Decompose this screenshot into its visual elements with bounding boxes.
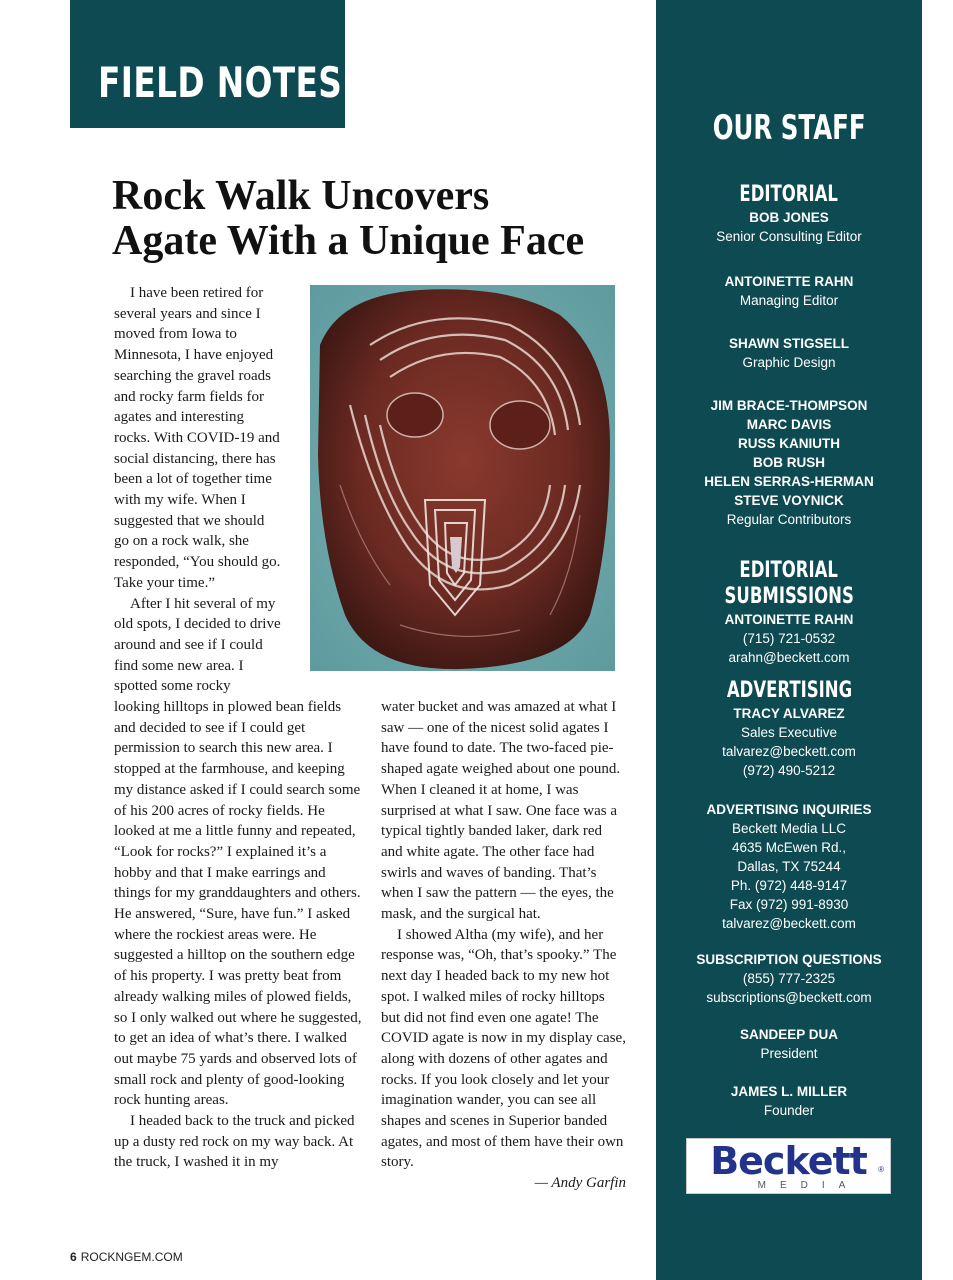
- article-byline: — Andy Garfin: [534, 1175, 626, 1192]
- staff-name: JIM BRACE-THOMPSON: [710, 398, 868, 413]
- headline-line-1: Rock Walk Uncovers: [112, 173, 490, 219]
- staff-name: ANTOINETTE RAHN: [724, 612, 854, 627]
- page-number: 6: [70, 1250, 77, 1264]
- paragraph: After I hit several of my old spots, I decided to drive around and see if I could find some new area. I spotted some rocky: [114, 595, 281, 695]
- section-heading: EDITORIAL: [739, 182, 839, 207]
- agate-photo: [310, 285, 615, 671]
- contact-fax: Fax (972) 991-8930: [729, 897, 849, 912]
- agate-image: [310, 285, 615, 671]
- company-name: Beckett Media LLC: [731, 821, 847, 836]
- ad-inquiries-section: [656, 800, 922, 933]
- staff-entry: [656, 1082, 922, 1120]
- headline-line-2: Agate With a Unique Face: [112, 218, 585, 264]
- contact-phone: (972) 490-5212: [742, 763, 836, 778]
- logo-wordmark: Beckett: [710, 1139, 867, 1183]
- staff-role: Regular Contributors: [726, 512, 852, 527]
- staff-name: RUSS KANIUTH: [737, 436, 840, 451]
- registered-mark: ®: [878, 1165, 884, 1174]
- submissions-section: [656, 558, 922, 667]
- staff-name: SHAWN STIGSELL: [728, 336, 849, 351]
- section-banner: [70, 0, 345, 128]
- staff-entry: [656, 396, 922, 529]
- staff-name: SANDEEP DUA: [739, 1027, 839, 1042]
- staff-role: Senior Consulting Editor: [716, 229, 862, 244]
- staff-entry: [656, 1025, 922, 1063]
- section-heading: ADVERTISING: [726, 678, 852, 703]
- sidebar-title: OUR STAFF: [712, 108, 866, 148]
- section-heading: EDITORIAL: [739, 558, 839, 583]
- contact-email[interactable]: arahn@beckett.com: [728, 650, 850, 665]
- page-footer: [70, 1250, 183, 1264]
- staff-name: BOB RUSH: [752, 455, 825, 470]
- staff-entry: [656, 334, 922, 372]
- contact-phone: (715) 721-0532: [742, 631, 836, 646]
- staff-name: STEVE VOYNICK: [734, 493, 844, 508]
- staff-role: Managing Editor: [739, 293, 839, 308]
- section-label: FIELD NOTES: [98, 58, 343, 107]
- site-name: ROCKNGEM.COM: [80, 1250, 183, 1264]
- address-line: Dallas, TX 75244: [737, 859, 841, 874]
- paragraph: water bucket and was amazed at what I saw — one of the nicest solid agates I have found to date. The two-faced pie-shaped agate weighed about one pound. When I cleaned it at home, I was surprised at what I saw. One face was a typical tightly banded laker, dark red and white agate. The other face had swirls and waves of banding. That’s when I saw the pattern — the eyes, the mask, and the surgical hat.: [381, 699, 621, 923]
- section-subheading: ADVERTISING INQUIRIES: [706, 802, 872, 817]
- article-column-a: [114, 283, 282, 697]
- beckett-media-logo: [686, 1138, 891, 1194]
- paragraph: looking hilltops in plowed bean fields and decided to see if I could get permission to search this new area. I stopped at the farmhouse, and keeping my distance asked if I could search some of his 200 acres of rocky fields. He looked at me a little funny and repeated, “Look for rocks?” I explained it’s a hobby and that I make earrings and things for my granddaughters and others. He answered, “Sure, have fun.” I asked where the rockiest areas were. He suggested a hilltop on the southern edge of his property. I was pretty beat from already walking miles of plowed fields, so I only walked out where he suggested, to get an idea of what’s there. I walked out maybe 75 yards and observed lots of small rock and plenty of good-looking rock hunting areas.: [114, 699, 362, 1109]
- staff-role: Graphic Design: [742, 355, 836, 370]
- staff-role: President: [760, 1046, 818, 1061]
- paragraph: I have been retired for several years and since I moved from Iowa to Minnesota, I have enjoyed searching the gravel roads and rocky farm fields for agates and interesting rocks. With COVID-19 and social distancing, there has been a lot of together time with my wife. When I suggested that we should go on a rock walk, she responded, “You should go. Take your time.”: [114, 285, 281, 591]
- paragraph: I showed Altha (my wife), and her response was, “Oh, that’s spooky.” The next day I headed back to my new hot spot. I walked miles of rocky hilltops but did not find even one agate! The COVID agate is now in my display case, along with dozens of other agates and rocks. If you look closely and let your imagination wander, you can see all shapes and scenes in Superior banded agates, and most of them have their own story.: [381, 926, 626, 1171]
- staff-entry: [656, 272, 922, 310]
- contact-email[interactable]: talvarez@beckett.com: [722, 744, 856, 759]
- staff-name: ANTOINETTE RAHN: [724, 274, 854, 289]
- paragraph: I headed back to the truck and picked up a dusty red rock on my way back. At the truck, I washed it in my: [114, 1113, 355, 1171]
- editorial-section: [656, 182, 922, 246]
- subscriptions-section: [656, 950, 922, 1007]
- staff-role: Founder: [763, 1103, 815, 1118]
- address-line: 4635 McEwen Rd.,: [731, 840, 847, 855]
- section-heading: SUBMISSIONS: [724, 584, 854, 609]
- section-subheading: SUBSCRIPTION QUESTIONS: [696, 952, 882, 967]
- staff-name: MARC DAVIS: [746, 417, 832, 432]
- staff-role: Sales Executive: [740, 725, 838, 740]
- contact-email[interactable]: subscriptions@beckett.com: [706, 990, 872, 1005]
- staff-name: HELEN SERRAS-HERMAN: [704, 474, 874, 489]
- contact-phone: Ph. (972) 448-9147: [730, 878, 848, 893]
- staff-name: TRACY ALVAREZ: [733, 706, 845, 721]
- article-column-c: [381, 697, 626, 1194]
- logo-subtitle: MEDIA: [757, 1180, 860, 1191]
- staff-name: BOB JONES: [749, 210, 829, 225]
- staff-sidebar: [656, 0, 922, 1280]
- advertising-section: [656, 678, 922, 780]
- staff-name: JAMES L. MILLER: [730, 1084, 848, 1099]
- contact-phone: (855) 777-2325: [742, 971, 836, 986]
- contact-email[interactable]: talvarez@beckett.com: [722, 916, 856, 931]
- article-column-b: [114, 697, 366, 1173]
- article-headline: [112, 174, 632, 264]
